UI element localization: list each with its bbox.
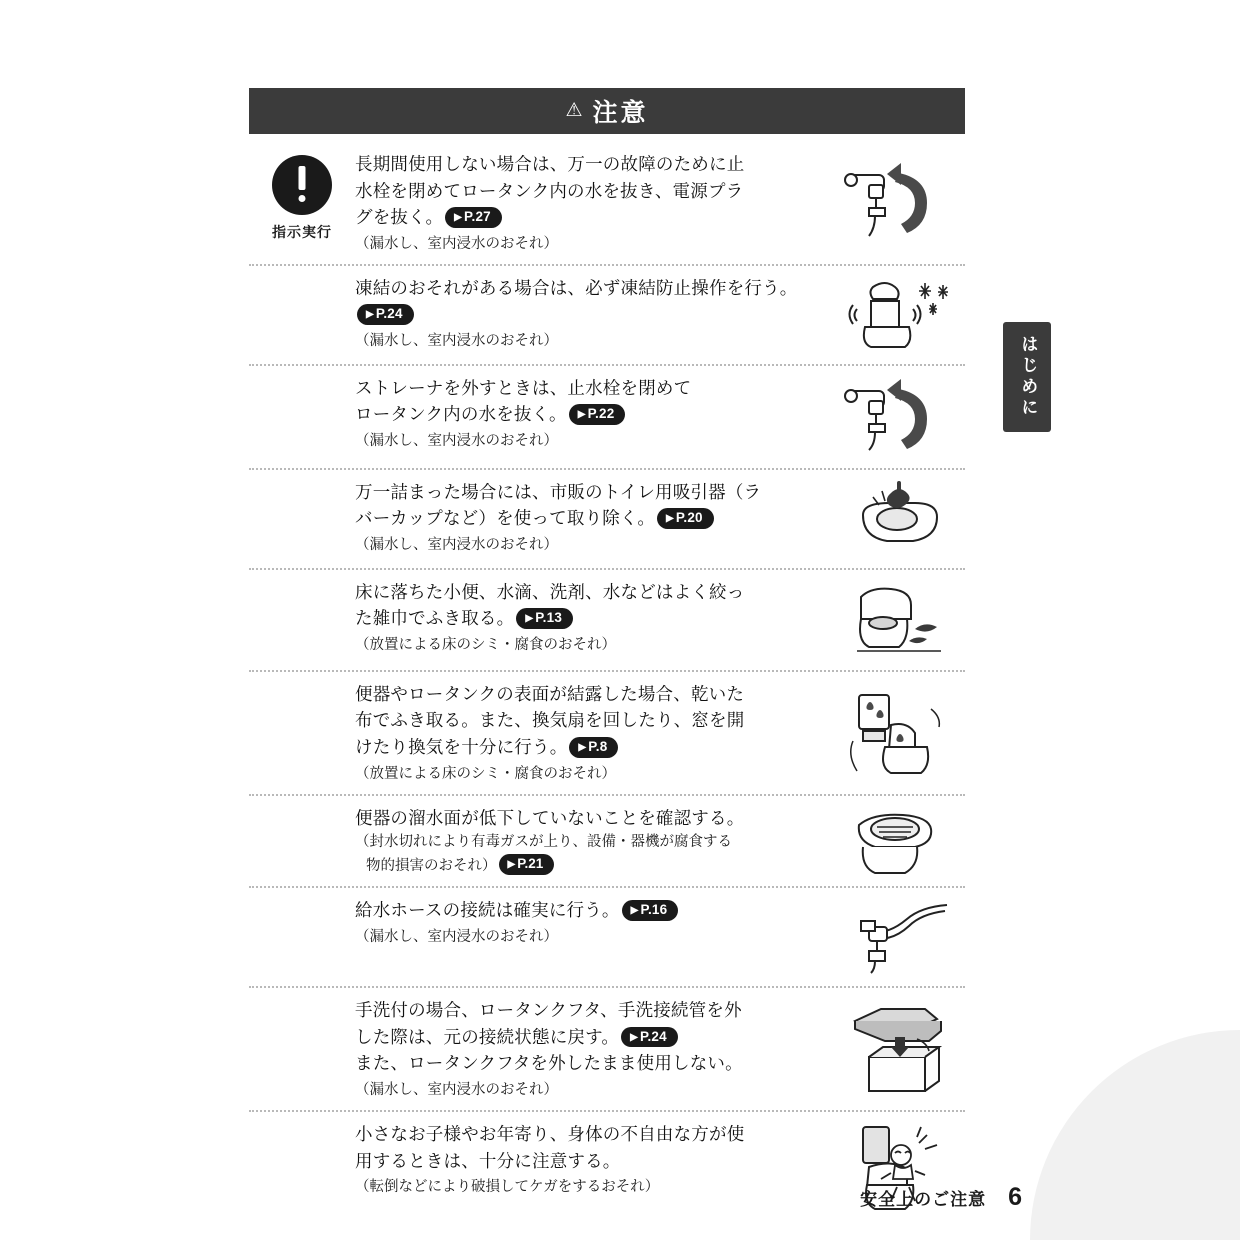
caution-item-text xyxy=(355,805,833,878)
caution-line xyxy=(355,301,823,328)
caution-line xyxy=(355,401,823,428)
page-number: 6 xyxy=(1008,1183,1022,1211)
faucet-strainer-illustration xyxy=(839,375,959,459)
caution-line: 小さなお子様やお年寄り、身体の不自由な方が使 xyxy=(355,1124,745,1145)
page-reference-label: P.24 xyxy=(640,1028,667,1044)
page-reference-badge[interactable] xyxy=(622,900,679,921)
triangle-icon: ▶ xyxy=(525,613,534,625)
page-reference-badge[interactable] xyxy=(657,508,714,529)
illustration-toilet-freeze xyxy=(833,275,965,355)
page-reference-badge[interactable] xyxy=(357,304,414,325)
triangle-icon: ▶ xyxy=(577,409,586,421)
caution-item-text xyxy=(355,275,833,352)
caution-note: （漏水し、室内浸水のおそれ） xyxy=(355,432,558,449)
caution-line: 用するときは、十分に注意する。 xyxy=(355,1150,621,1171)
page-reference-badge[interactable] xyxy=(569,404,626,425)
caution-item xyxy=(249,1112,965,1222)
caution-item xyxy=(249,142,965,266)
caution-line xyxy=(355,897,823,924)
caution-line: 長期間使用しない場合は、万一の故障のために止 xyxy=(355,154,745,174)
page-reference-badge[interactable] xyxy=(569,737,618,758)
caution-item xyxy=(249,988,965,1112)
caution-line: ストレーナを外すときは、止水栓を閉めて xyxy=(355,377,692,398)
caution-note: （漏水し、室内浸水のおそれ） xyxy=(355,235,558,252)
caution-line xyxy=(355,1024,823,1051)
caution-item-text xyxy=(355,375,833,452)
caution-note: （転倒などにより破損してケガをするおそれ） xyxy=(355,1179,660,1196)
page-footer xyxy=(860,1183,1022,1212)
warning-triangle-icon: ⚠ xyxy=(565,99,583,121)
triangle-icon: ▶ xyxy=(630,905,639,917)
caution-line-text: 給水ホースの接続は確実に行う。 xyxy=(355,900,620,921)
page-reference-badge[interactable] xyxy=(499,854,555,875)
page-reference-badge[interactable] xyxy=(516,608,573,629)
caution-line: 便器の溜水面が低下していないことを確認する。 xyxy=(355,807,745,828)
icon-spacer xyxy=(249,275,355,279)
caution-note-text: 物的損害のおそれ） xyxy=(366,858,497,875)
caution-note: （封水切れにより有毒ガスが上り、設備・器機が腐食する xyxy=(355,834,732,851)
triangle-icon: ▶ xyxy=(578,741,587,753)
triangle-icon: ▶ xyxy=(366,309,374,321)
tank-lid-illustration xyxy=(839,1001,959,1097)
illustration-faucet-plug-2 xyxy=(833,375,965,459)
caution-item-text xyxy=(355,479,833,556)
illustration-wipe-floor xyxy=(833,579,965,661)
caution-sheet xyxy=(249,88,965,1222)
triangle-icon: ▶ xyxy=(454,212,463,224)
caution-item-text xyxy=(355,997,833,1101)
page-reference-label: P.16 xyxy=(640,902,668,918)
illustration-faucet-plug xyxy=(833,159,965,247)
icon-spacer xyxy=(249,897,355,901)
faucet-plug-illustration xyxy=(839,159,959,247)
caution-item-text xyxy=(355,681,833,785)
caution-note: （漏水し、室内浸水のおそれ） xyxy=(355,1082,558,1098)
caution-note: （放置による床のシミ・腐食のおそれ） xyxy=(355,636,616,653)
caution-item xyxy=(249,366,965,470)
wipe-floor-illustration xyxy=(839,579,959,661)
page-reference-label: P.27 xyxy=(464,209,491,225)
icon-spacer xyxy=(249,579,355,583)
caution-item xyxy=(249,888,965,988)
caution-note: （漏水し、室内浸水のおそれ） xyxy=(355,536,558,553)
caution-item-text xyxy=(355,579,833,656)
page-reference-label: P.13 xyxy=(535,610,563,626)
illustration-hose xyxy=(833,897,965,977)
page-reference-label: P.24 xyxy=(375,306,403,322)
caution-line xyxy=(355,605,823,632)
page-reference-label: P.22 xyxy=(587,406,615,422)
caution-line-text: た雑巾でふき取る。 xyxy=(355,608,515,629)
icon-spacer xyxy=(249,375,355,379)
caution-item xyxy=(249,470,965,570)
page-reference-label: P.8 xyxy=(588,738,608,754)
caution-line: 手洗付の場合、ロータンクフタ、手洗接続管を外 xyxy=(355,1000,742,1021)
caution-line xyxy=(355,204,823,231)
illustration-tank-lid xyxy=(833,1001,965,1097)
condensation-illustration xyxy=(839,685,959,781)
mandatory-icon-label: 指示実行 xyxy=(272,224,332,240)
caution-line: 便器やロータンクの表面が結露した場合、乾いた xyxy=(355,683,745,704)
caution-item xyxy=(249,570,965,672)
page-reference-badge[interactable] xyxy=(445,207,502,228)
caution-header-bar xyxy=(249,88,965,134)
caution-note xyxy=(355,854,823,877)
illustration-bowl-water xyxy=(833,805,965,877)
triangle-icon: ▶ xyxy=(630,1031,638,1043)
caution-line: 万一詰まった場合には、市販のトイレ用吸引器（ラ xyxy=(355,481,762,502)
caution-line-text: ロータンク内の水を抜く。 xyxy=(355,404,567,425)
mandatory-action-icon xyxy=(272,155,332,215)
caution-item-text xyxy=(355,151,833,255)
caution-line: 水栓を閉めてロータンク内の水を抜き、電源プラ xyxy=(355,180,744,201)
caution-item xyxy=(249,266,965,366)
caution-title: 注意 xyxy=(592,99,649,127)
illustration-condensation xyxy=(833,685,965,781)
triangle-icon: ▶ xyxy=(666,513,674,525)
mandatory-icon-block xyxy=(249,151,355,242)
caution-line: 床に落ちた小便、水滴、洗剤、水などはよく絞っ xyxy=(355,581,745,602)
caution-line: 布でふき取る。また、換気扇を回したり、窓を開 xyxy=(355,710,745,731)
plunger-illustration xyxy=(839,479,959,559)
water-hose-illustration xyxy=(839,897,959,977)
page-reference-label: P.20 xyxy=(675,510,703,526)
caution-line-text: した際は、元の接続状態に戻す。 xyxy=(355,1026,620,1047)
footer-section-label: 安全上のご注意 xyxy=(860,1190,987,1209)
caution-line: 凍結のおそれがある場合は、必ず凍結防止操作を行う。 xyxy=(355,277,798,298)
icon-spacer xyxy=(249,681,355,685)
bowl-water-illustration xyxy=(839,805,959,877)
caution-line xyxy=(355,734,823,761)
caution-line-text: グを抜く。 xyxy=(355,207,444,228)
caution-note: （漏水し、室内浸水のおそれ） xyxy=(355,928,558,945)
icon-spacer xyxy=(249,479,355,483)
side-tab-hajimeni xyxy=(1003,322,1051,432)
illustration-plunger xyxy=(833,479,965,559)
caution-item-list xyxy=(249,142,965,1222)
page-reference-badge[interactable] xyxy=(621,1027,678,1048)
caution-item xyxy=(249,672,965,796)
icon-spacer xyxy=(249,805,355,809)
caution-line: また、ロータンクフタを外したまま使用しない。 xyxy=(355,1053,743,1074)
caution-note: （放置による床のシミ・腐食のおそれ） xyxy=(355,765,616,782)
caution-line-text: バーカップなど）を使って取り除く。 xyxy=(355,508,656,529)
caution-item xyxy=(249,796,965,889)
icon-spacer xyxy=(249,997,355,1001)
caution-note: （漏水し、室内浸水のおそれ） xyxy=(355,332,558,349)
triangle-icon: ▶ xyxy=(507,859,516,871)
caution-line xyxy=(355,505,823,532)
caution-line-text: けたり換気を十分に行う。 xyxy=(355,736,568,757)
caution-item-text xyxy=(355,897,833,948)
icon-spacer xyxy=(249,1121,355,1125)
caution-item-text xyxy=(355,1121,833,1198)
toilet-freeze-illustration xyxy=(839,275,959,355)
side-tab-label: はじめに xyxy=(1018,335,1038,419)
page-corner-decoration xyxy=(1030,1030,1240,1240)
page-reference-label: P.21 xyxy=(517,856,544,872)
